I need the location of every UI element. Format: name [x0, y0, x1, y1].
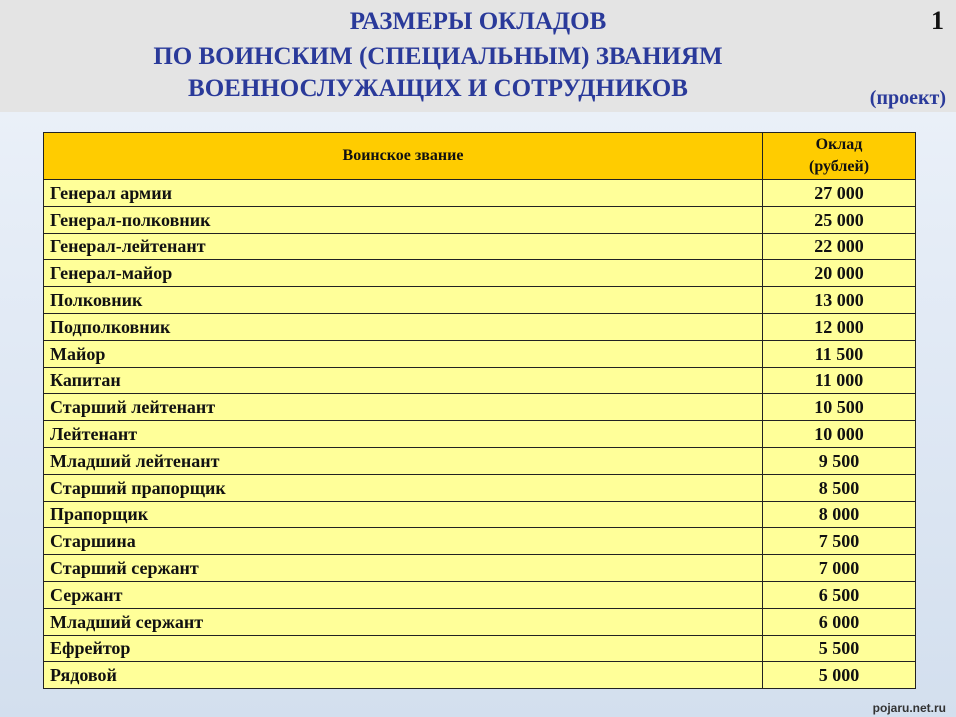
- table-row: [44, 501, 916, 528]
- table-row: [44, 447, 916, 474]
- rank-cell: Генерал-майор: [44, 260, 763, 287]
- table-row: [44, 340, 916, 367]
- rank-cell: Рядовой: [44, 662, 763, 689]
- rank-cell: Старший прапорщик: [44, 474, 763, 501]
- rank-cell: Майор: [44, 340, 763, 367]
- rank-cell: Подполковник: [44, 313, 763, 340]
- table-row: [44, 421, 916, 448]
- salary-cell: 5 500: [763, 635, 916, 662]
- table-row: [44, 394, 916, 421]
- table-header-row: [44, 133, 916, 180]
- table-row: [44, 528, 916, 555]
- table-row: [44, 474, 916, 501]
- table-row: [44, 180, 916, 207]
- rank-cell: Полковник: [44, 287, 763, 314]
- salary-cell: 9 500: [763, 447, 916, 474]
- salary-cell: 7 500: [763, 528, 916, 555]
- salary-cell: 7 000: [763, 555, 916, 582]
- salary-cell: 5 000: [763, 662, 916, 689]
- salary-cell: 12 000: [763, 313, 916, 340]
- rank-cell: Прапорщик: [44, 501, 763, 528]
- rank-cell: Старший лейтенант: [44, 394, 763, 421]
- title-line-2: ПО ВОИНСКИМ (СПЕЦИАЛЬНЫМ) ЗВАНИЯМ: [153, 43, 723, 70]
- rank-cell: Младший сержант: [44, 608, 763, 635]
- title-line-3: ВОЕННОСЛУЖАЩИХ И СОТРУДНИКОВ: [188, 75, 688, 102]
- salary-cell: 10 500: [763, 394, 916, 421]
- rank-cell: Генерал-полковник: [44, 206, 763, 233]
- table-row: [44, 581, 916, 608]
- salary-cell: 25 000: [763, 206, 916, 233]
- title-line-1: РАЗМЕРЫ ОКЛАДОВ: [349, 8, 607, 35]
- table-row: [44, 608, 916, 635]
- draft-label: (проект): [869, 87, 946, 109]
- rank-cell: Сержант: [44, 581, 763, 608]
- rank-cell: Генерал-лейтенант: [44, 233, 763, 260]
- salary-cell: 6 500: [763, 581, 916, 608]
- salary-cell: 22 000: [763, 233, 916, 260]
- table-row: [44, 662, 916, 689]
- rank-cell: Лейтенант: [44, 421, 763, 448]
- salary-cell: 10 000: [763, 421, 916, 448]
- column-header-salary-text: Оклад (рублей): [808, 136, 870, 175]
- salary-cell: 8 000: [763, 501, 916, 528]
- table-row: [44, 206, 916, 233]
- rank-cell: Ефрейтор: [44, 635, 763, 662]
- salary-cell: 11 500: [763, 340, 916, 367]
- column-header-rank: Воинское звание: [44, 133, 763, 180]
- rank-cell: Старший сержант: [44, 555, 763, 582]
- table-row: [44, 260, 916, 287]
- salary-table: [43, 132, 916, 689]
- table-body: [44, 180, 916, 689]
- table-row: [44, 367, 916, 394]
- rank-cell: Капитан: [44, 367, 763, 394]
- table-row: [44, 635, 916, 662]
- salary-cell: 6 000: [763, 608, 916, 635]
- table-row: [44, 287, 916, 314]
- watermark: pojaru.net.ru: [872, 701, 946, 715]
- page-number: 1: [931, 6, 944, 35]
- salary-cell: 20 000: [763, 260, 916, 287]
- column-header-salary: [763, 133, 916, 180]
- salary-cell: 27 000: [763, 180, 916, 207]
- table-row: [44, 555, 916, 582]
- salary-cell: 13 000: [763, 287, 916, 314]
- table-row: [44, 313, 916, 340]
- salary-cell: 11 000: [763, 367, 916, 394]
- table-row: [44, 233, 916, 260]
- rank-cell: Старшина: [44, 528, 763, 555]
- salary-cell: 8 500: [763, 474, 916, 501]
- rank-cell: Младший лейтенант: [44, 447, 763, 474]
- rank-cell: Генерал армии: [44, 180, 763, 207]
